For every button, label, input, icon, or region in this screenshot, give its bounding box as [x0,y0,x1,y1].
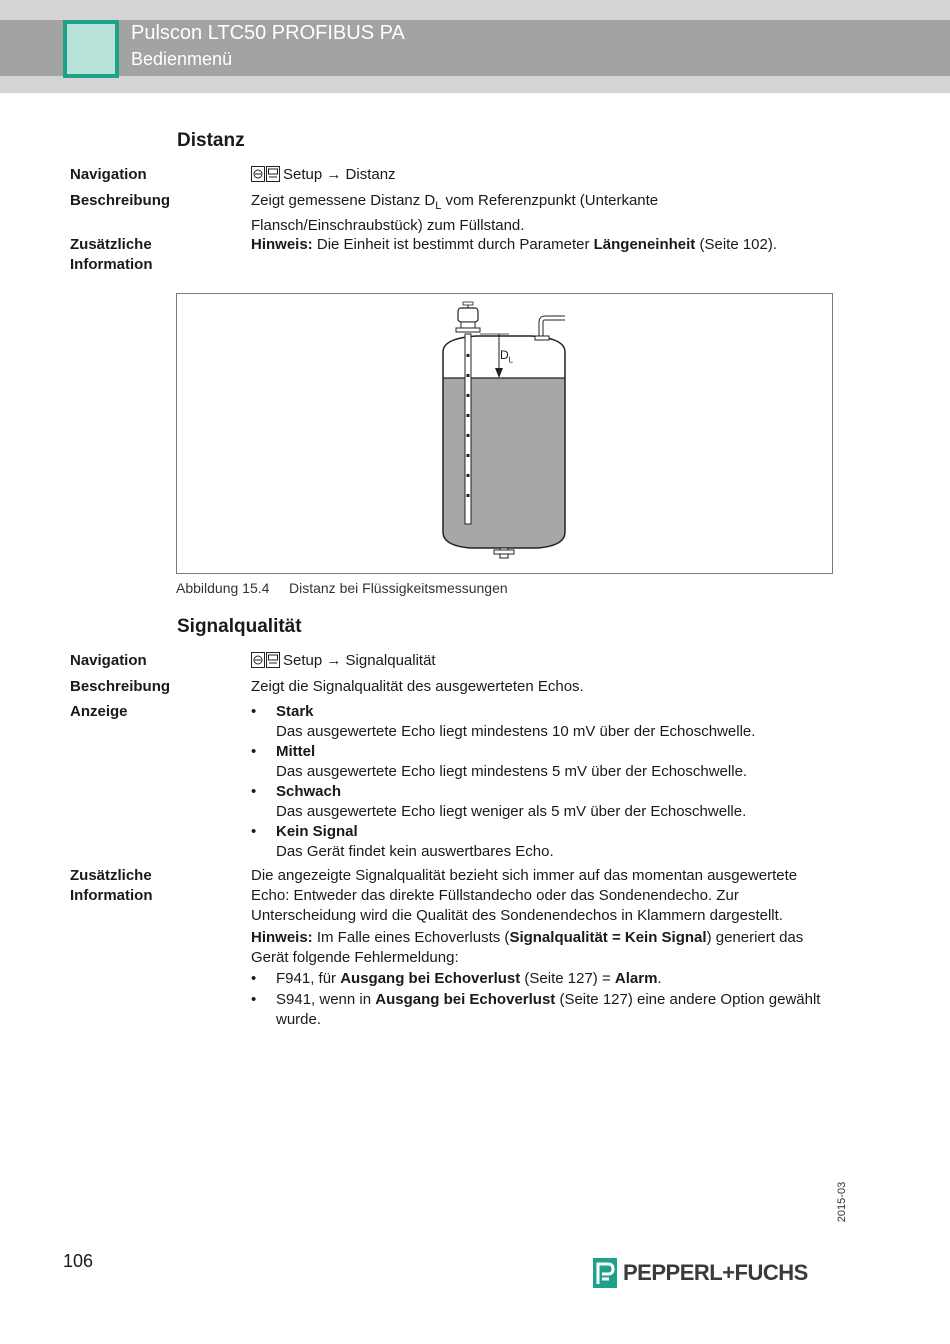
brand-logo [593,1258,808,1288]
info-text: (Seite 102). [695,236,778,253]
info-text: Die Einheit ist bestimmt durch Parameter [312,236,594,253]
date-stamp: 2015-03 [836,1181,849,1223]
hint-emphasis: Signalqualität = Kein Signal [509,929,707,946]
brand-name: PEPPERL+FUCHS [623,1260,808,1285]
list-item [251,702,841,742]
label-line: Information [70,256,153,273]
label-description: Beschreibung [70,192,171,209]
label-additional-info [70,866,240,906]
list-item [251,969,835,989]
label-navigation: Navigation [70,166,147,183]
distance-dl-label [500,348,513,364]
error-text: (Seite 127) = [520,970,615,987]
list-item [251,990,835,1030]
figure-number: Abbildung 15.4 [176,580,270,596]
label-additional-info [70,235,240,275]
additional-info-text [251,235,841,255]
option-name: Kein Signal [276,823,358,840]
hint-text: ) generiert das Gerät folgende Fehlermeldung: [251,929,804,966]
label-line: Information [70,887,153,904]
error-text: F941, für [276,970,341,987]
label-description: Beschreibung [70,678,171,695]
option-text: Das ausgewertete Echo liegt mindestens 10 mV über der Echoschwelle. [276,723,756,740]
navigation-text: Setup → Signalqualität [283,652,436,669]
description-text: Zeigt die Signalqualität des ausgewerteten Echos. [251,678,584,695]
description-part: Zeigt gemessene Distanz D [251,192,436,209]
option-text: Das Gerät findet kein auswertbares Echo. [276,843,554,860]
hint-paragraph [251,928,835,968]
pf-logo-icon [593,1258,617,1288]
parameter-reference: Ausgang bei Echoverlust [340,970,521,987]
header-title: Pulscon LTC50 PROFIBUS PA [131,22,405,44]
section-title-distanz: Distanz [177,130,245,151]
option-text: Das ausgewertete Echo liegt weniger als 5 mV über der Echoschwelle. [276,803,747,820]
display-options-list [251,702,841,862]
operating-menu-icon [251,652,281,674]
description-text [251,191,721,236]
dl-subscript: L [508,355,514,365]
bullet-icon: • [251,783,257,800]
option-name: Stark [276,703,314,720]
operating-menu-icon [251,166,281,188]
parameter-reference: Längeneinheit [593,236,696,253]
info-paragraph: Die angezeigte Signalqualität bezieht sich immer auf das momentan ausgewertete Echo: Entweder das direkte Füllstandecho oder das Sondenendecho. Zur Unterscheidung wird die Qualität des Sondenendechos in Klammern dargestellt. [251,867,798,924]
bullet-icon: • [251,823,257,840]
option-name: Schwach [276,783,342,800]
dl-letter: D [500,348,509,362]
label-display: Anzeige [70,703,128,720]
list-item [251,742,841,782]
parameter-reference: Ausgang bei Echoverlust [375,991,556,1008]
hint-text: Im Falle eines Echoverlusts ( [312,929,510,946]
list-item [251,822,841,862]
figure-tank-diagram [176,293,833,574]
error-text: (Seite 127) eine andere Option gewählt wurde. [276,991,821,1028]
tank-illustration [177,294,832,573]
bullet-icon: • [251,991,257,1008]
option-name: Mittel [276,743,316,760]
bullet-icon: • [251,703,257,720]
hint-label: Hinweis: [251,929,313,946]
additional-info-text [251,866,835,1030]
bullet-icon: • [251,743,257,760]
label-line: Zusätzliche [70,236,152,253]
option-text: Das ausgewertete Echo liegt mindestens 5 mV über der Echoschwelle. [276,763,748,780]
header-bottom-band [0,76,950,93]
page-number: 106 [63,1251,94,1271]
header-top-band [0,0,950,20]
description-part: vom Referenzpunkt (Unterkante Flansch/Einschraubstück) zum Füllstand. [251,192,659,234]
label-line: Zusätzliche [70,867,152,884]
figure-caption [176,580,508,596]
header-marker-square [63,20,119,78]
parameter-value: Alarm [614,970,658,987]
error-text: S941, wenn in [276,991,376,1008]
figure-caption-text: Distanz bei Flüssigkeitsmessungen [289,580,508,596]
error-text: . [657,970,662,987]
bullet-icon: • [251,970,257,987]
navigation-path [251,651,841,674]
label-navigation: Navigation [70,652,147,669]
list-item [251,782,841,822]
hint-label: Hinweis: [251,236,313,253]
navigation-text: Setup → Distanz [283,166,396,183]
section-title-signalqualitaet: Signalqualität [177,616,302,637]
description-subscript: L [435,200,442,212]
header-subtitle: Bedienmenü [131,49,233,69]
navigation-path [251,165,841,188]
